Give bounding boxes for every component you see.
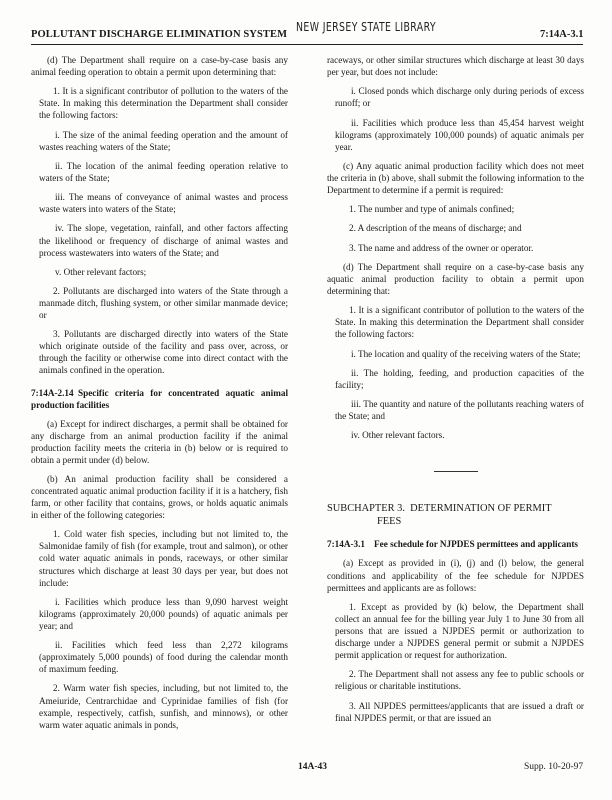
- paragraph: i. Closed ponds which discharge only during periods of excess runoff; or: [335, 86, 584, 109]
- paragraph: ii. The location of the animal feeding operation relative to waters of the State;: [39, 160, 288, 183]
- subchapter-heading: [327, 502, 584, 528]
- section-number: 7:14A-2.14: [31, 387, 74, 398]
- paragraph: i. The location and quality of the receiving waters of the State;: [351, 348, 581, 359]
- paragraph: (b) An animal production facility shall be considered a concentrated aquatic animal production facility if it is a hatchery, fish farm, or other facility that contains, grows, or holds aquatic animals in either of the following categories:: [31, 474, 288, 521]
- paragraph: raceways, or other similar structures which discharge at least 30 days per year, but does not include:: [327, 55, 584, 78]
- running-head-section: 7:14A-3.1: [540, 29, 584, 40]
- section-title: Specific criteria for concentrated aquatic animal production facilities: [31, 387, 288, 410]
- paragraph: 1. It is a significant contributor of pollution to the waters of the State. In making this determination the Department shall consider the following factors:: [335, 305, 584, 340]
- paragraph: ii. Facilities which produce less than 45,454 harvest weight kilograms (approximately 100,000 pounds) of aquatic animals per year.: [335, 117, 584, 152]
- paragraph: 3. The name and address of the owner or operator.: [349, 242, 534, 253]
- paragraph: i. The size of the animal feeding operation and the amount of wastes reaching waters of the State;: [39, 129, 288, 152]
- right-column: [327, 54, 584, 731]
- paragraph: 1. Cold water fish species, including but not limited to, the Salmonidae family of fish (for example, trout and salmon), or other cold water aquatic animals in ponds, raceways, or other similar structures which discharge at least 30 days per year, but does not include:: [39, 529, 288, 588]
- paragraph: iv. The slope, vegetation, rainfall, and other factors affecting the likelihood or frequency of discharge of animal wastes and process wastewaters into waters of the State; and: [39, 223, 288, 258]
- subchapter-label: SUBCHAPTER 3.: [327, 503, 405, 515]
- paragraph: (a) Except for indirect discharges, a permit shall be obtained for any discharge from an animal production facility if the animal production facility meets the criteria in (b) below or is required to obtain a permit under (d) below.: [31, 418, 288, 465]
- subchapter-title-cont: FEES: [377, 516, 402, 528]
- paragraph: (d) The Department shall require on a case-by-case basis any aquatic animal production facility to obtain a permit upon determining that:: [327, 261, 584, 297]
- header-rule: [31, 44, 583, 45]
- paragraph: (d) The Department shall require on a case-by-case basis any animal feeding operation to obtain a permit upon determining that:: [31, 55, 288, 78]
- section-number: 7:14A-3.1: [327, 539, 366, 550]
- paragraph: 1. The number and type of animals confined;: [349, 204, 515, 215]
- paragraph: 2. The Department shall not assess any fee to public schools or religious or charitable institutions.: [335, 669, 584, 692]
- page-number: 14A-43: [298, 762, 328, 772]
- section-title: Fee schedule for NJPDES permittees and applicants: [374, 539, 578, 550]
- subchapter-title: DETERMINATION OF PERMIT: [410, 503, 552, 515]
- section-divider: [434, 471, 478, 472]
- paragraph: iii. The means of conveyance of animal wastes and process waste waters into waters of the State;: [39, 192, 288, 215]
- paragraph: 2. A description of the means of discharge; and: [349, 223, 522, 234]
- paragraph: 2. Pollutants are discharged into waters of the State through a manmade ditch, flushing system, or other similar manmade device; or: [39, 286, 288, 321]
- paragraph: ii. The holding, feeding, and production capacities of the facility;: [335, 367, 584, 390]
- paragraph: 1. It is a significant contributor of pollution to the waters of the State. In making this determination the Department shall consider the following factors:: [39, 86, 288, 121]
- paragraph: 1. Except as provided by (k) below, the Department shall collect an annual fee for the billing year July 1 to June 30 from all persons that are issued a NJPDES permit or authorization to discharge under a NJPDES general permit or submit a NJPDES permit application or request for authorization.: [335, 601, 584, 660]
- section-heading-3-1: [327, 538, 584, 550]
- section-heading-2-14: [31, 387, 288, 411]
- paragraph: iii. The quantity and nature of the pollutants reaching waters of the State; and: [335, 399, 584, 422]
- library-stamp: NEW JERSEY STATE LIBRARY: [296, 20, 436, 34]
- supplement-date: Supp. 10-20-97: [524, 762, 584, 772]
- paragraph: 3. All NJPDES permittees/applicants that are issued a draft or final NJPDES permit, or that are issued an: [335, 700, 584, 723]
- paragraph: v. Other relevant factors;: [55, 266, 147, 277]
- paragraph: 3. Pollutants are discharged directly into waters of the State which originate outside of the facility and pass over, across, or through the facility or otherwise come into direct contact with the animals confined in the operation.: [39, 329, 288, 376]
- paragraph: (c) Any aquatic animal production facility which does not meet the criteria in (b) above, shall submit the following information to the Department to determine if a permit is required:: [327, 160, 584, 195]
- paragraph: (a) Except as provided in (i), (j) and (l) below, the general conditions and applicability of the fee schedule for NJPDES permittees and applicants are as follows:: [327, 558, 584, 593]
- paragraph: i. Facilities which produce less than 9,090 harvest weight kilograms (approximately 20,000 pounds) of aquatic animals per year; and: [39, 596, 288, 631]
- running-head-title: POLLUTANT DISCHARGE ELIMINATION SYSTEM: [31, 29, 288, 40]
- paragraph: ii. Facilities which feed less than 2,272 kilograms (approximately 5,000 pounds) of food during the calendar month of maximum feeding.: [39, 640, 288, 675]
- paragraph: 2. Warm water fish species, including, but not limited to, the Ameiuride, Centrarchidae and Cyprinidae families of fish (for example, respectively, catfish, sunfish, and minnows), or other warm water aquatic animals in ponds,: [39, 683, 288, 730]
- left-column: [31, 54, 288, 738]
- paragraph: iv. Other relevant factors.: [351, 430, 445, 441]
